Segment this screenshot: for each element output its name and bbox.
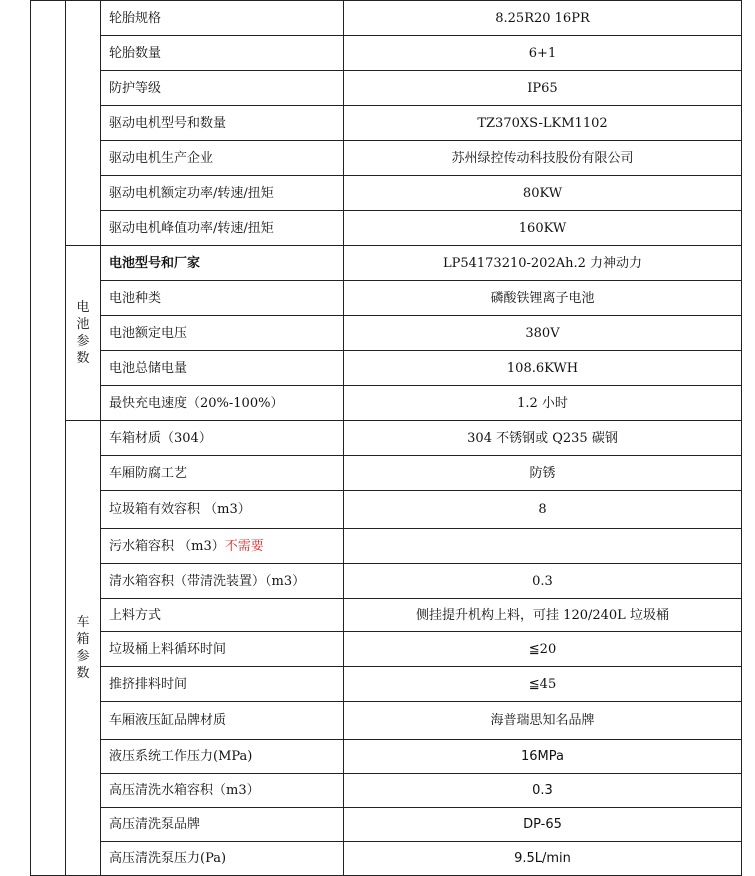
table-row	[31, 36, 742, 71]
table-row	[31, 351, 742, 386]
table-row	[31, 1, 742, 36]
row-label: 垃圾箱有效容积 （m3）	[101, 491, 344, 529]
table-row	[31, 774, 742, 808]
row-label: 推挤排料时间	[101, 667, 344, 702]
body-section-label	[66, 421, 101, 876]
section-char: 池	[76, 317, 90, 332]
row-value: 108.6KWH	[344, 351, 742, 386]
row-label: 液压系统工作压力(MPa)	[101, 740, 344, 774]
row-value: LP54173210-202Ah.2 力神动力	[344, 246, 742, 281]
row-value: 8.25R20 16PR	[344, 1, 742, 36]
table-row	[31, 667, 742, 702]
row-value: 80KW	[344, 176, 742, 211]
section-char: 参	[76, 334, 90, 349]
row-value	[344, 529, 742, 564]
row-label: 电池种类	[101, 281, 344, 316]
section-char: 车	[76, 615, 90, 630]
motor-section-label	[66, 1, 101, 246]
row-label: 轮胎数量	[101, 36, 344, 71]
spec-table-container	[30, 0, 742, 876]
row-value: 磷酸铁锂离子电池	[344, 281, 742, 316]
spec-table	[30, 0, 742, 876]
row-label: 电池额定电压	[101, 316, 344, 351]
row-value: 6+1	[344, 36, 742, 71]
section-char: 箱	[76, 632, 90, 647]
row-label: 驱动电机峰值功率/转速/扭矩	[101, 211, 344, 246]
table-row	[31, 211, 742, 246]
row-label: 驱动电机型号和数量	[101, 106, 344, 141]
row-value: TZ370XS-LKM1102	[344, 106, 742, 141]
row-value: 0.3	[344, 564, 742, 599]
row-value: 16MPa	[344, 740, 742, 774]
table-row	[31, 386, 742, 421]
section-char: 数	[76, 666, 90, 681]
row-value: 侧挂提升机构上料，可挂 120/240L 垃圾桶	[344, 599, 742, 632]
row-label: 高压清洗泵压力(Pa)	[101, 842, 344, 876]
row-label: 最快充电速度（20%-100%）	[101, 386, 344, 421]
section-char: 参	[76, 649, 90, 664]
table-row	[31, 564, 742, 599]
row-label: 污水箱容积 （m3）	[109, 538, 225, 554]
table-row	[31, 71, 742, 106]
row-value: 1.2 小时	[344, 386, 742, 421]
row-value: 304 不锈钢或 Q235 碳钢	[344, 421, 742, 456]
row-value: 苏州绿控传动科技股份有限公司	[344, 141, 742, 176]
table-row	[31, 632, 742, 667]
row-label: 驱动电机额定功率/转速/扭矩	[101, 176, 344, 211]
row-label: 车厢防腐工艺	[101, 456, 344, 491]
row-value: ≦45	[344, 667, 742, 702]
row-value: 9.5L/min	[344, 842, 742, 876]
row-value: DP-65	[344, 808, 742, 842]
table-row	[31, 808, 742, 842]
table-row	[31, 456, 742, 491]
table-row	[31, 281, 742, 316]
row-value: 160KW	[344, 211, 742, 246]
table-row	[31, 176, 742, 211]
row-label: 车厢液压缸品牌材质	[101, 702, 344, 740]
row-label: 电池型号和厂家	[101, 246, 344, 281]
row-label: 轮胎规格	[101, 1, 344, 36]
row-value: 防锈	[344, 456, 742, 491]
outer-blank-column	[31, 1, 66, 876]
row-label: 上料方式	[101, 599, 344, 632]
row-label: 驱动电机生产企业	[101, 141, 344, 176]
row-value: 海普瑞思知名品牌	[344, 702, 742, 740]
row-value: 380V	[344, 316, 742, 351]
battery-section-label	[66, 246, 101, 421]
row-label: 防护等级	[101, 71, 344, 106]
section-char: 电	[76, 300, 90, 315]
table-row	[31, 106, 742, 141]
table-row	[31, 316, 742, 351]
table-row	[31, 842, 742, 876]
row-label: 垃圾桶上料循环时间	[101, 632, 344, 667]
table-row	[31, 421, 742, 456]
row-value: 0.3	[344, 774, 742, 808]
table-row	[31, 141, 742, 176]
section-char: 数	[76, 351, 90, 366]
row-value: 8	[344, 491, 742, 529]
row-value: ≦20	[344, 632, 742, 667]
row-label-with-note	[101, 529, 344, 564]
table-row	[31, 740, 742, 774]
table-row	[31, 702, 742, 740]
row-label: 高压清洗水箱容积（m3）	[101, 774, 344, 808]
table-row	[31, 246, 742, 281]
row-value: IP65	[344, 71, 742, 106]
table-row	[31, 599, 742, 632]
row-label: 高压清洗泵品牌	[101, 808, 344, 842]
table-row	[31, 529, 742, 564]
row-label: 清水箱容积（带清洗装置）（m3）	[101, 564, 344, 599]
row-label: 电池总储电量	[101, 351, 344, 386]
table-row	[31, 491, 742, 529]
row-label: 车箱材质（304）	[101, 421, 344, 456]
row-note: 不需要	[224, 538, 264, 554]
